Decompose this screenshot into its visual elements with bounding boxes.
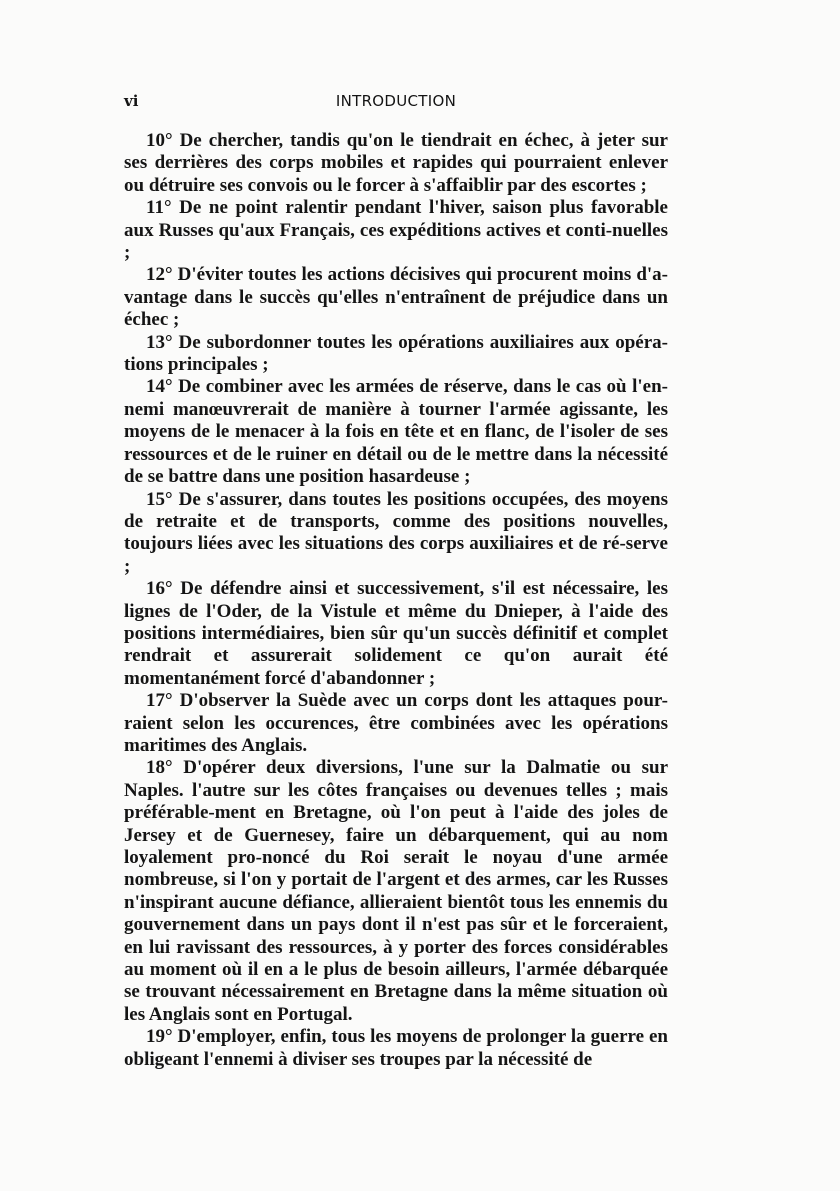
paragraph-18: 18° D'opérer deux diversions, l'une sur la Dalmatie ou sur Naples. l'autre sur les côtes françaises ou devenues telles ; mais préférable-ment en Bretagne, où l'on peut à l'aide des joles de Jersey et de Guernesey, faire un débarquement, qui au nom loyalement pro-noncé du Roi serait le noyau d'une armée nombreuse, si l'on y portait de l'argent et des armes, car les Russes n'inspirant aucune défiance, allieraient bientôt tous les ennemis du gouvernement dans un pays dont il n'est pas sûr et le forceraient, en lui ravissant des ressources, à y porter des forces considérables au moment où il en a le plus de besoin ailleurs, l'armée débarquée se trouvant nécessairement en Bretagne dans la même situation où les Anglais sont en Portugal. [124, 757, 668, 1025]
paragraph-10: 10° De chercher, tandis qu'on le tiendrait en échec, à jeter sur ses derrières des corps mobiles et rapides qui pourraient enlever ou détruire ses convois ou le forcer à s'affaiblir par des escortes ; [124, 130, 668, 196]
body-text [124, 130, 668, 1071]
paragraph-17: 17° D'observer la Suède avec un corps dont les attaques pour-raient selon les occurences, être combinées avec les opérations maritimes des Anglais. [124, 690, 668, 756]
paragraph-12: 12° D'éviter toutes les actions décisives qui procurent moins d'a-vantage dans le succès qu'elles n'entraînent de préjudice dans un échec ; [124, 264, 668, 331]
running-title: INTRODUCTION [335, 92, 457, 110]
paragraph-19: 19° D'employer, enfin, tous les moyens de prolonger la guerre en obligeant l'ennemi à diviser ses troupes par la nécessité de [124, 1026, 668, 1070]
paragraph-15: 15° De s'assurer, dans toutes les positions occupées, des moyens de retraite et de transports, comme des positions nouvelles, toujours liées avec les situations des corps auxiliaires et de ré-serve ; [124, 488, 668, 577]
paragraph-11: 11° De ne point ralentir pendant l'hiver, saison plus favorable aux Russes qu'aux Français, ces expéditions actives et conti-nuelles ; [124, 197, 668, 264]
page-number: vi [124, 92, 139, 110]
page-header [124, 92, 668, 114]
paragraph-16: 16° De défendre ainsi et successivement, s'il est nécessaire, les lignes de l'Oder, de la Vistule et même du Dnieper, à l'aide des positions intermédiaires, bien sûr qu'un succès définitif et complet rendrait et assurerait solidement ce qu'on aurait été momentanément forcé d'abandonner ; [124, 578, 668, 689]
paragraph-14: 14° De combiner avec les armées de réserve, dans le cas où l'en-nemi manœuvrerait de manière à tourner l'armée agissante, les moyens de le menacer à la fois en tête et en flanc, de l'isoler de ses ressources et de le ruiner en détail ou de le mettre dans la nécessité de se battre dans une position hasardeuse ; [124, 376, 668, 488]
paragraph-13: 13° De subordonner toutes les opérations auxiliaires aux opéra-tions principales ; [124, 331, 668, 376]
